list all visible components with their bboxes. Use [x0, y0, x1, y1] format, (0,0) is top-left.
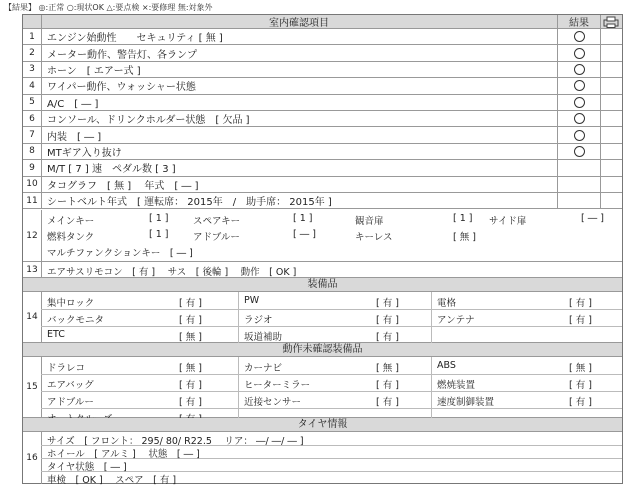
circle-icon: [574, 64, 585, 75]
circle-icon: [574, 97, 585, 108]
table-row: [23, 111, 622, 127]
row-number: 4: [23, 78, 42, 93]
unchecked-grid: [41, 357, 622, 417]
tire-text: サイズ [ フロント： 295/ 80/ R22.5 リア： ―/ ―/ ― ]: [47, 436, 304, 447]
equipment-label: 燃焼装置: [437, 380, 476, 391]
equipment-value: [ 有 ]: [569, 315, 592, 326]
equipment-value: [ 有 ]: [569, 380, 592, 391]
tire-title: タイヤ情報: [23, 418, 622, 432]
equipment-label: バックモニタ: [47, 315, 105, 326]
tire-row: [41, 471, 622, 484]
table-row: [23, 78, 622, 94]
grid-row: [41, 309, 622, 327]
row-result: [558, 95, 601, 110]
row-result: [558, 111, 601, 126]
tire-text: 車検 [ OK ] スペア [ 有 ]: [47, 475, 177, 486]
equipment-grid: [41, 292, 622, 342]
circle-icon: [574, 31, 585, 42]
table-row: [23, 193, 622, 209]
row-number: 1: [23, 29, 42, 44]
header-title: 室内確認項目: [41, 15, 558, 28]
row-result: [558, 144, 601, 159]
tire-row: [41, 445, 622, 459]
table-row: [23, 29, 622, 45]
header-result: 結果: [558, 15, 601, 28]
tire-lines: [41, 432, 622, 484]
circle-icon: [574, 146, 585, 157]
result-legend: 【結果】 ◎:正常 ○:現状OK △:要点検 ×:要修理 無:対象外: [4, 3, 213, 12]
equipment-value: [ 有 ]: [376, 380, 399, 391]
equipment-label: カーナビ: [244, 363, 283, 374]
grid-row: [41, 374, 622, 392]
tire-row: [41, 432, 622, 446]
grid-row: [41, 391, 622, 409]
equipment-title: 装備品: [23, 278, 622, 292]
equipment-label: ETC: [47, 329, 65, 340]
equipment-label: ABS: [437, 360, 456, 371]
grid-row: [41, 357, 622, 375]
row-item-text: ワイパー動作、ウォッシャー状態: [41, 78, 558, 93]
table-row: [23, 127, 622, 143]
row-item-text: ホーン [ エアー式 ]: [41, 62, 558, 77]
equipment-label: 坂道補助: [244, 332, 283, 343]
row-item-text: エンジン始動性 セキュリティ [ 無 ]: [41, 29, 558, 44]
tire-text: ホイール [ アルミ ] 状態 [ ― ]: [47, 449, 200, 460]
table-row: [23, 45, 622, 61]
row-item-text: メーター動作、警告灯、各ランプ: [41, 45, 558, 60]
row-item-text: A/C [ ― ]: [41, 95, 558, 110]
equipment-value: [ 有 ]: [376, 332, 399, 343]
grid-row: [41, 292, 622, 310]
row-item-text: シートベルト年式 [ 運転席： 2015年 / 助手席： 2015年 ]: [41, 193, 558, 208]
row-result: [558, 45, 601, 60]
row-item-text: MTギア入り抜け: [41, 144, 558, 159]
row-item-text: 内装 [ ― ]: [41, 127, 558, 142]
inspection-sheet: [22, 14, 623, 484]
table-row-airsus: 13 エアサスリモコン [ 有 ] サス [ 後輪 ] 動作 [ OK ]: [23, 262, 622, 278]
row-result: [558, 160, 601, 175]
row-result: [558, 78, 601, 93]
equipment-label: アンテナ: [437, 315, 475, 326]
row-number: 8: [23, 144, 42, 159]
row-number: 5: [23, 95, 42, 110]
equipment-value: [ 有 ]: [179, 315, 202, 326]
row-number: 2: [23, 45, 42, 60]
table-header: [23, 15, 622, 29]
equipment-label: ヒーターミラー: [244, 380, 311, 391]
equipment-label: ドラレコ: [47, 363, 86, 374]
equipment-value: [ 無 ]: [179, 363, 202, 374]
equipment-value: [ 有 ]: [569, 397, 592, 408]
equipment-value: [ 有 ]: [179, 397, 202, 408]
row-number: 11: [23, 193, 42, 208]
row-number: 7: [23, 127, 42, 142]
equipment-label: 近接センサー: [244, 397, 302, 408]
row-item-text: コンソール、ドリンクホルダー状態 [ 欠品 ]: [41, 111, 558, 126]
unchecked-section: 動作未確認装備品 15 ドラレコ [ 無 ] カーナビ [ 無 ] ABS [ 無 ] エアバッグ [ 有 ] ヒーターミラー [ 有 ] 燃焼装置 [ 有 ] アドブルー [ 有 ] 近接センサー [ 有 ] 速度制御装置 [ 有 ]: [23, 343, 622, 418]
equipment-value: [ 有 ]: [569, 298, 592, 309]
equipment-label: ラジオ: [244, 315, 273, 326]
row-result: [558, 177, 601, 192]
row-number: 3: [23, 62, 42, 77]
circle-icon: [574, 113, 585, 124]
equipment-section: 装備品 14 集中ロック [ 有 ] PW [ 有 ] 電格 [ 有 ] バックモニタ [ 有 ] ラジオ [ 有 ] アンテナ [ 有 ] ETC [ 無 ] 坂道補助 [ 有 ]: [23, 278, 622, 343]
row-number: 6: [23, 111, 42, 126]
row-number: 10: [23, 177, 42, 192]
table-row-keys: 12 メインキー [ 1 ] スペアキー [ 1 ] 観音扉 [ 1 ] サイド扉 [ ― ] 燃料タンク [ 1 ] アドブルー [ ― ] キーレス [ 無 ] マルチファンクションキー [ ― ]: [23, 210, 622, 262]
keys-block: メインキー [ 1 ] スペアキー [ 1 ] 観音扉 [ 1 ] サイド扉 [ ― ] 燃料タンク [ 1 ] アドブルー [ ― ] キーレス [ 無 ] マルチファンクションキー [ ― ]: [47, 213, 604, 259]
tire-row: [41, 458, 622, 472]
equipment-value: [ 有 ]: [376, 397, 399, 408]
tire-section: タイヤ情報 16 サイズ [ フロント： 295/ 80/ R22.5 リア： ―/ ―/ ― ] ホイール [ アルミ ] 状態 [ ― ] タイヤ状態 [ ― ] 車検 [ OK ] スペア [ 有 ]: [23, 418, 622, 484]
equipment-value: [ 有 ]: [179, 298, 202, 309]
row-result: [558, 193, 601, 208]
equipment-value: [ 有 ]: [376, 298, 399, 309]
tire-text: タイヤ状態 [ ― ]: [47, 462, 127, 473]
equipment-value: [ 有 ]: [376, 315, 399, 326]
print-icon[interactable]: [603, 16, 619, 28]
equipment-label: PW: [244, 295, 260, 306]
circle-icon: [574, 80, 585, 91]
equipment-label: 集中ロック: [47, 298, 95, 309]
unchecked-title: 動作未確認装備品: [23, 343, 622, 357]
table-row: [23, 160, 622, 176]
equipment-value: [ 無 ]: [179, 332, 202, 343]
equipment-value: [ 無 ]: [376, 363, 399, 374]
table-row: [23, 144, 622, 160]
equipment-value: [ 無 ]: [569, 363, 592, 374]
row-result: [558, 127, 601, 142]
equipment-label: アドブルー: [47, 397, 94, 408]
equipment-value: [ 有 ]: [179, 380, 202, 391]
row-number: 9: [23, 160, 42, 175]
table-row: [23, 177, 622, 193]
circle-icon: [574, 48, 585, 59]
row-result: [558, 62, 601, 77]
circle-icon: [574, 130, 585, 141]
airsus-text: エアサスリモコン [ 有 ] サス [ 後輪 ] 動作 [ OK ]: [47, 267, 297, 278]
equipment-label: 電格: [437, 298, 457, 309]
table-row: [23, 62, 622, 78]
equipment-label: 速度制御装置: [437, 397, 495, 408]
grid-row: [41, 326, 622, 343]
row-result: [558, 29, 601, 44]
equipment-label: エアバッグ: [47, 380, 94, 391]
table-row: [23, 95, 622, 111]
row-item-text: M/T [ 7 ] 速 ペダル数 [ 3 ]: [41, 160, 558, 175]
row-item-text: タコグラフ [ 無 ] 年式 [ ― ]: [41, 177, 558, 192]
